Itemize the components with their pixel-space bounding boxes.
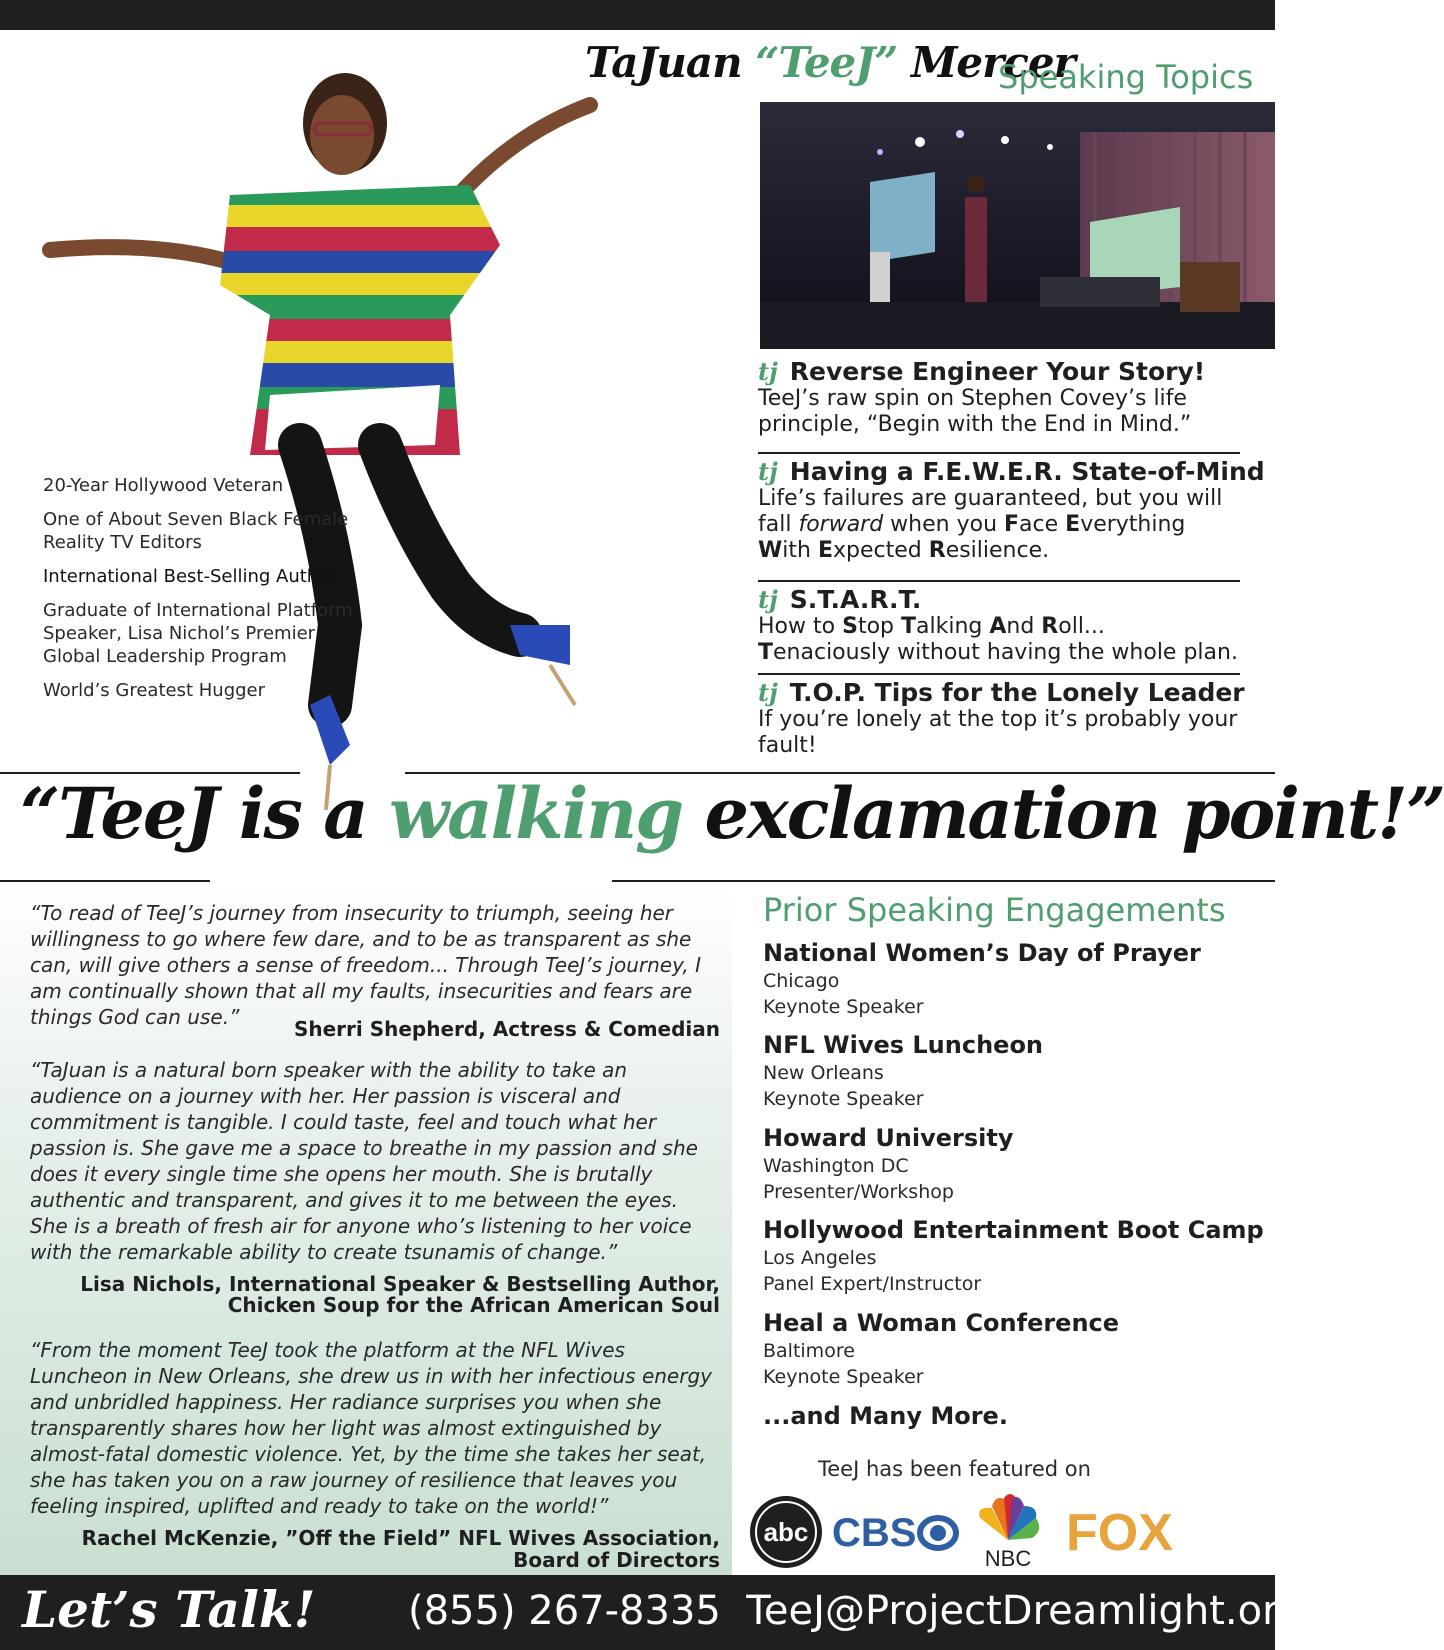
featured-label: TeeJ has been featured on <box>818 1457 1091 1481</box>
name-first: TaJuan <box>585 38 742 87</box>
speaking-topics-title: Speaking Topics <box>998 58 1254 96</box>
testimonial-quote: “TaJuan is a natural born speaker with the ability to take an audience on a journey with her. Her passion is visceral and commitment is tangible. I could taste, feel and touch what her passion is. She gave me a space to breathe in my passion and she does it every single time she opens her mouth. She is brutally authentic and transparent, and gives it to me between the eyes. She is a breath of fresh air for anyone who’s listening to her voice with the remarkable ability to create tsunamis of change.” <box>30 1058 698 1264</box>
stage-photo <box>760 102 1275 349</box>
testimonial-quote: “To read of TeeJ’s journey from insecurity to triumph, seeing her willingness to go where few dare, and to be as transparent as she can, will give others a sense of freedom... Through TeeJ’s journey, I am continually shown that all my faults, insecurities and fears are things God can use.” <box>30 901 701 1029</box>
credential-item: 20-Year Hollywood Veteran <box>43 475 284 496</box>
engagement-name: Howard University <box>763 1124 1014 1152</box>
tj-icon: tj <box>758 357 778 386</box>
engagement-name: National Women’s Day of Prayer <box>763 939 1201 967</box>
credential-item: Graduate of International Platform Speaker, Lisa Nichol’s Premier Global Leadership Program <box>43 600 353 667</box>
network-logos <box>748 1490 1218 1570</box>
cbs-logo <box>832 1511 956 1555</box>
topic-description: If you’re lonely at the top it’s probably your fault! <box>758 707 1238 758</box>
abc-logo <box>750 1496 822 1568</box>
top-bar <box>0 0 1275 30</box>
name-last: Mercer <box>910 38 1075 87</box>
topic-item <box>758 357 1240 454</box>
testimonial-attribution: Sherri Shepherd, Actress & Comedian <box>293 1017 720 1041</box>
nbc-logo <box>979 1494 1039 1571</box>
tj-icon: tj <box>758 585 778 614</box>
testimonial-attribution: Lisa Nichols, International Speaker & Bestselling Author, <box>80 1272 720 1296</box>
engagement-item <box>763 1215 1263 1297</box>
topic-description: How to Stop Talking And Roll... Tenaciously without having the whole plan. <box>758 614 1238 665</box>
credential-item: World’s Greatest Hugger <box>43 680 266 701</box>
email-address: TeeJ@ProjectDreamlight.org <box>746 1588 1304 1634</box>
engagement-item <box>763 1123 1263 1205</box>
contact-info <box>408 1588 1303 1634</box>
headline-highlight: walking <box>388 772 683 855</box>
topic-item <box>758 678 1245 763</box>
topic-title: tj Having a F.E.W.E.R. State-of-Mind <box>758 457 1265 486</box>
fox-logo <box>1066 1504 1173 1562</box>
engagement-location: Washington DC <box>763 1155 909 1177</box>
topic-item <box>758 585 1240 675</box>
and-many-more: ...and Many More. <box>763 1402 1008 1430</box>
engagement-item <box>763 1308 1263 1390</box>
engagement-item <box>763 938 1263 1020</box>
topic-title: tj Reverse Engineer Your Story! <box>758 357 1206 386</box>
name-nickname: “TeeJ” <box>755 38 898 87</box>
topic-description: Life’s failures are guaranteed, but you will fall forward when you Face Everything With Expected Resilience. <box>758 486 1223 563</box>
testimonial-attribution: Chicken Soup for the African American Soul <box>227 1293 720 1317</box>
topic-item <box>758 457 1265 582</box>
engagement-location: Los Angeles <box>763 1247 877 1269</box>
topic-title: tj T.O.P. Tips for the Lonely Leader <box>758 678 1245 707</box>
credential-item: One of About Seven Black Female Reality TV Editors <box>43 509 349 553</box>
engagement-role: Panel Expert/Instructor <box>763 1273 982 1295</box>
engagement-role: Keynote Speaker <box>763 996 924 1018</box>
credential-item: International Best-Selling Author <box>43 566 337 587</box>
svg-text:FOX: FOX <box>1066 1504 1173 1562</box>
svg-text:abc: abc <box>763 1517 809 1547</box>
svg-text:NBC: NBC <box>984 1546 1032 1571</box>
tj-icon: tj <box>758 678 778 707</box>
engagement-role: Keynote Speaker <box>763 1088 924 1110</box>
phone-number: (855) 267-8335 <box>408 1588 721 1634</box>
testimonial-quote: “From the moment TeeJ took the platform at the NFL Wives Luncheon in New Orleans, she drew us in with her infectious energy and unbridled happiness. Her radiance surprises you when she transparently shares how her light was almost extinguished by almost-fatal domestic violence. Yet, by the time she takes her seat, she has taken you on a raw journey of resilience that leaves you feeling inspired, uplifted and ready to take on the world!” <box>30 1338 712 1518</box>
divider-line <box>0 880 210 882</box>
engagement-item <box>763 1030 1263 1112</box>
prior-engagements-title: Prior Speaking Engagements <box>763 891 1226 929</box>
credentials-list <box>43 474 353 713</box>
engagement-role: Keynote Speaker <box>763 1366 924 1388</box>
testimonial-attribution: Board of Directors <box>513 1548 720 1572</box>
topic-description: TeeJ’s raw spin on Stephen Covey’s life principle, “Begin with the End in Mind.” <box>758 386 1192 437</box>
engagement-name: Hollywood Entertainment Boot Camp <box>763 1216 1264 1244</box>
engagement-location: Chicago <box>763 970 840 992</box>
engagement-name: Heal a Woman Conference <box>763 1309 1120 1337</box>
headline-quote: “TeeJ is a walking exclamation point!” <box>20 772 1444 855</box>
testimonial-attribution: Rachel McKenzie, ”Off the Field” NFL Wives Association, <box>81 1526 720 1550</box>
engagement-location: Baltimore <box>763 1340 855 1362</box>
lets-talk: Let’s Talk! <box>22 1580 316 1639</box>
topic-title: tj S.T.A.R.T. <box>758 585 922 614</box>
engagement-location: New Orleans <box>763 1062 884 1084</box>
engagement-name: NFL Wives Luncheon <box>763 1031 1044 1059</box>
engagement-role: Presenter/Workshop <box>763 1181 954 1203</box>
divider-line <box>612 880 1275 882</box>
svg-text:CBS: CBS <box>832 1511 917 1555</box>
tj-icon: tj <box>758 457 778 486</box>
